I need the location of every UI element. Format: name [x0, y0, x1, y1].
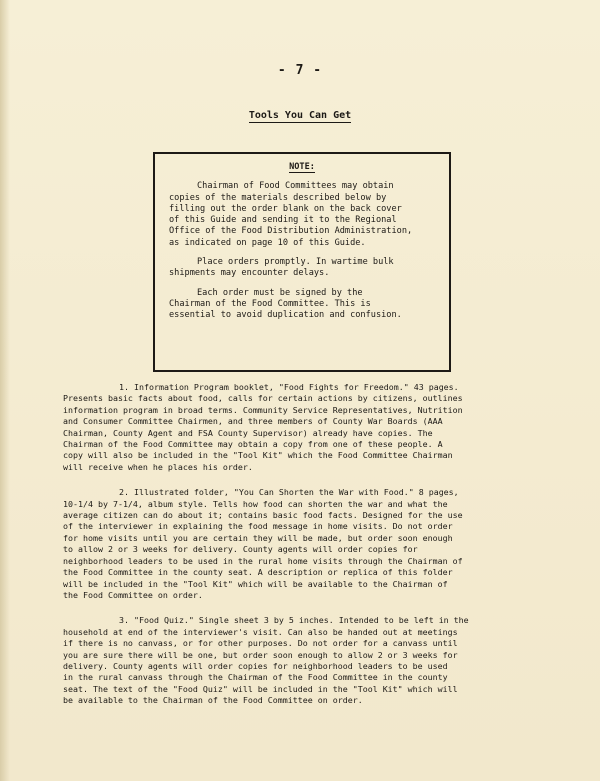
note-paragraph-2: [169, 257, 435, 280]
item-line: copy will also be included in the "Tool Kit" which the Food Committee Chairman: [63, 450, 453, 461]
note-line: copies of the materials described below by: [169, 192, 387, 203]
item-line: will be included in the "Tool Kit" which will be available to the Chairman of: [63, 578, 448, 589]
tool-item-2: [63, 487, 563, 601]
tool-item-1: [63, 382, 563, 473]
item-line: in the rural canvass through the Chairman of the Food Committee in the county: [63, 672, 448, 683]
item-line: 10-1/4 by 7-1/4, album style. Tells how food can shorten the war and what the: [63, 498, 448, 509]
note-line: shipments may encounter delays.: [169, 268, 330, 279]
item-line: if there is no canvass, or for other purposes. Do not order for a canvass until: [63, 638, 458, 649]
note-line: filling out the order blank on the back cover: [169, 203, 402, 214]
note-box: [153, 152, 451, 372]
item-line: you are sure there will be one, but order soon enough to allow 2 or 3 weeks for: [63, 649, 458, 660]
note-line: Office of the Food Distribution Administration,: [169, 226, 413, 237]
tool-item-3: [63, 615, 563, 706]
item-line: will receive when he places his order.: [63, 461, 253, 472]
note-line: Place orders promptly. In wartime bulk: [197, 257, 394, 268]
note-line: as indicated on page 10 of this Guide.: [169, 237, 366, 248]
item-line: for home visits until you are certain they will be made, but order soon enough: [63, 532, 453, 543]
item-line: information program in broad terms. Community Service Representatives, Nutrition: [63, 404, 463, 415]
section-title-text: Tools You Can Get: [248, 110, 352, 121]
page-number: - 7 -: [277, 63, 323, 78]
note-paragraph-3: [169, 288, 435, 322]
note-heading: [169, 162, 435, 173]
note-line: Chairman of Food Committees may obtain: [197, 181, 394, 192]
item-line: average citizen can do about it; contains basic food facts. Designed for the use: [63, 510, 463, 521]
note-line: essential to avoid duplication and confusion.: [169, 310, 402, 321]
note-line: Chairman of the Food Committee. This is: [169, 298, 371, 309]
note-heading-text: NOTE:: [289, 162, 315, 172]
item-line: 3. "Food Quiz." Single sheet 3 by 5 inches. Intended to be left in the: [119, 615, 469, 626]
item-line: and Consumer Committee Chairmen, and three members of County War Boards (AAA: [63, 416, 443, 427]
item-line: Presents basic facts about food, calls for certain actions by citizens, outlines: [63, 393, 463, 404]
item-line: 1. Information Program booklet, "Food Fights for Freedom." 43 pages.: [119, 382, 459, 392]
item-line: the Food Committee in the county seat. A description or replica of this folder: [63, 567, 453, 578]
item-line: Chairman, County Agent and FSA County Supervisor) already have copies. The: [63, 427, 433, 438]
item-line: the Food Committee on order.: [63, 589, 203, 600]
section-title: [0, 110, 600, 121]
item-line: Chairman of the Food Committee may obtain a copy from one of these people. A: [63, 439, 443, 450]
item-line: be available to the Chairman of the Food Committee on order.: [63, 695, 363, 706]
note-paragraph-1: [169, 181, 435, 249]
note-line: Each order must be signed by the: [197, 287, 363, 298]
item-line: 2. Illustrated folder, "You Can Shorten the War with Food." 8 pages,: [119, 487, 459, 498]
note-line: of this Guide and sending it to the Regional: [169, 215, 397, 226]
item-line: neighborhood leaders to be used in the rural home visits through the Chairman of: [63, 555, 463, 566]
item-line: of the interviewer in explaining the food message in home visits. Do not order: [63, 521, 453, 532]
item-line: to allow 2 or 3 weeks for delivery. County agents will order copies for: [63, 544, 418, 555]
item-line: delivery. County agents will order copies for neighborhood leaders to be used: [63, 660, 448, 671]
item-line: seat. The text of the "Food Quiz" will be included in the "Tool Kit" which will: [63, 683, 458, 694]
tools-list: [63, 382, 563, 721]
item-line: household at end of the interviewer's visit. Can also be handed out at meetings: [63, 626, 458, 637]
